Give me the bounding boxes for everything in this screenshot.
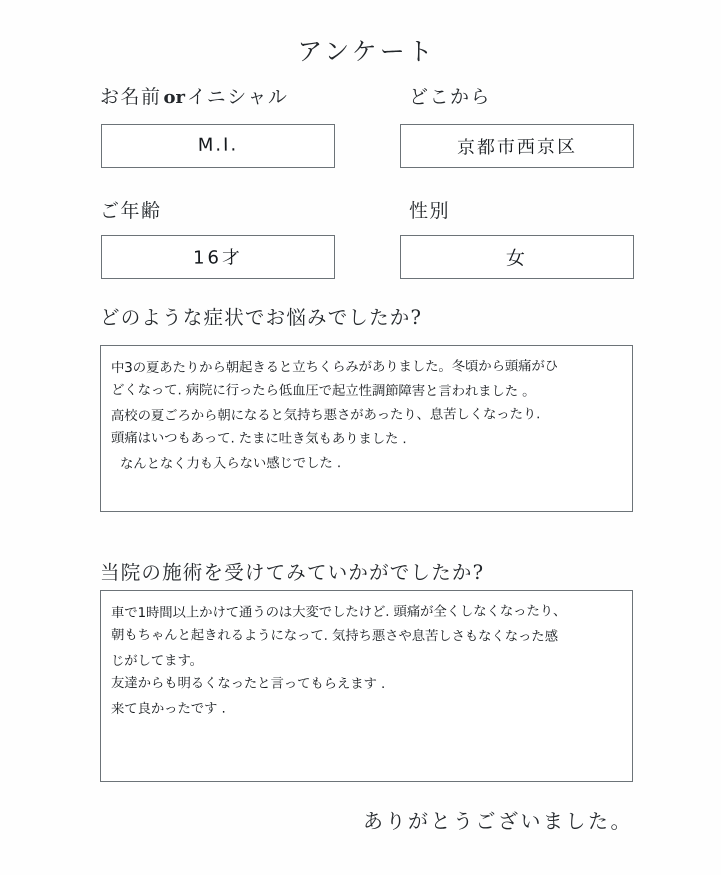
sex-field[interactable] (400, 235, 634, 279)
answer-line: どくなって. 病院に行ったら低血圧で起立性調節障害と言われました 。 (110, 383, 536, 400)
answer-line: 車で1時間以上かけて通うのは大変でしたけど. 頭痛が全くしなくなったり、 (110, 604, 567, 622)
answer-line: 頭痛はいつもあって. たまに吐き気もありました . (110, 431, 407, 448)
answer-line: なんとなく力も入らない感じでした . (119, 456, 341, 473)
question-2-prompt: 当院の施術を受けてみていかがでしたか? (100, 561, 485, 584)
question-2-answer-text (111, 601, 624, 721)
answer-line: 来て良かったです . (110, 701, 226, 718)
closing-message: ありがとうございました。 (363, 809, 633, 833)
label-age: ご年齢 (100, 200, 162, 222)
label-name (100, 82, 288, 109)
question-1-prompt: どのような症状でお悩みでしたか? (100, 306, 423, 329)
label-from: どこから (409, 86, 492, 108)
answer-line: 朝もちゃんと起きれるようになって. 気持ち悪さや息苦しさもなくなった感 (110, 628, 558, 645)
label-sex: 性別 (409, 200, 451, 222)
from-field[interactable] (400, 124, 634, 168)
age-field-value: 16才 (192, 247, 244, 269)
answer-line: 中3の夏あたりから朝起きると立ちくらみがありました。冬頃から頭痛がひ (110, 359, 559, 377)
label-name-suffix: イニシャル (187, 86, 289, 108)
question-2-answer-field[interactable] (100, 590, 633, 782)
question-1-answer-text (111, 356, 624, 476)
name-field-value: M.I. (197, 134, 239, 156)
sex-field-value: 女 (505, 247, 529, 270)
answer-line: じがしてます。 (110, 653, 204, 670)
answer-line: 友達からも明るくなったと言ってもらえます . (110, 676, 386, 693)
age-field[interactable] (101, 235, 335, 279)
question-1-answer-field[interactable] (100, 345, 633, 512)
label-name-latin: or (163, 87, 186, 108)
answer-line: 高校の夏ごろから朝になると気持ち悪さがあったり、息苦しくなったり. (110, 407, 541, 425)
label-name-prefix: お名前 (100, 86, 162, 108)
from-field-value: 京都市西京区 (456, 136, 578, 159)
name-field[interactable] (101, 124, 335, 168)
page-title: アンケート (297, 37, 436, 66)
